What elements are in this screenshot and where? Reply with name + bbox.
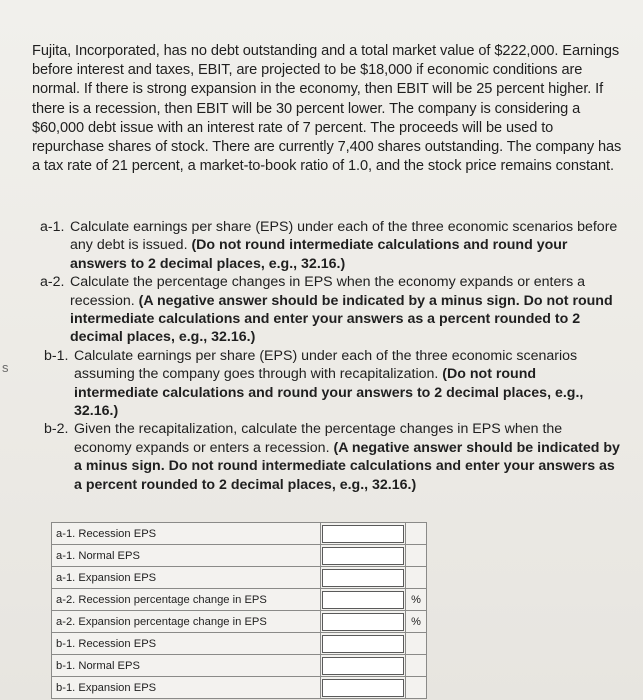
question-label: a-2. [40, 274, 65, 291]
answer-unit [406, 523, 427, 545]
question-text [70, 273, 620, 347]
answer-row [52, 677, 427, 699]
answer-label: b-1. Expansion EPS [52, 677, 315, 699]
answer-row [52, 567, 427, 589]
answer-input[interactable] [322, 525, 405, 543]
question-b1 [44, 347, 620, 421]
answer-label: a-1. Normal EPS [52, 545, 315, 567]
question-text [74, 347, 620, 421]
question-a2 [40, 273, 620, 347]
question-prompt: Given the recapitalization, calculate the percentage changes in EPS when the economy expands or enters a recession. [74, 421, 563, 456]
problem-statement: Fujita, Incorporated, has no debt outstanding and a total market value of $222,000. Earnings before interest and taxes, EBIT, are projected to be $18,000 if economic conditions are normal. If there is strong expansion in the economy, then EBIT will be 25 percent higher. If there is a recession, then EBIT will be 30 percent lower. The company is considering a $60,000 debt issue with an interest rate of 7 percent. The proceeds will be used to repurchase shares of stock. There are currently 7,400 shares outstanding. The company has a tax rate of 21 percent, a market-to-book ratio of 1.0, and the stock price remains constant. [32, 43, 622, 175]
answer-input[interactable] [322, 547, 405, 565]
question-label: b-2. [44, 421, 69, 438]
question-instruction: (Do not round intermediate calculations and round your answers to 2 decimal places, e.g., 32.16.) [70, 237, 568, 272]
answer-input[interactable] [322, 591, 405, 609]
answer-row [52, 589, 427, 611]
answer-input[interactable] [322, 679, 405, 697]
question-text [70, 218, 620, 273]
answer-row [52, 611, 427, 633]
answer-row [52, 545, 427, 567]
answer-unit [406, 545, 427, 567]
answer-label: b-1. Normal EPS [52, 655, 315, 677]
answer-unit [406, 677, 427, 699]
percent-unit: % [406, 589, 427, 611]
question-b2 [44, 420, 620, 494]
answer-label: a-1. Recession EPS [52, 523, 315, 545]
margin-mark: s [2, 360, 9, 375]
answer-unit [406, 655, 427, 677]
percent-unit: % [406, 611, 427, 633]
answer-input[interactable] [322, 635, 405, 653]
question-a1 [40, 218, 620, 273]
question-instruction: (A negative answer should be indicated by a minus sign. Do not round intermediate calculations and enter your answers as a percent rounded to 2 decimal places, e.g., 32.16.) [70, 292, 613, 346]
question-label: b-1. [44, 347, 69, 364]
answer-unit [406, 633, 427, 655]
answer-input[interactable] [322, 657, 405, 675]
answer-label: a-1. Expansion EPS [52, 567, 315, 589]
question-instruction: (A negative answer should be indicated by a minus sign. Do not round intermediate calculations and enter your answers as a percent rounded to 2 decimal places, e.g., 32.16.) [74, 439, 620, 493]
answer-table [51, 522, 427, 699]
question-prompt: Calculate the percentage changes in EPS when the economy expands or enters a recession. [70, 274, 586, 309]
question-instruction: (Do not round intermediate calculations and round your answers to 2 decimal places, e.g., 32.16.) [74, 366, 584, 420]
answer-row [52, 633, 427, 655]
answer-row [52, 523, 427, 545]
answer-label: a-2. Recession percentage change in EPS [52, 589, 315, 611]
question-label: a-1. [40, 219, 65, 235]
answer-input[interactable] [322, 613, 405, 631]
answer-input[interactable] [322, 569, 405, 587]
answer-unit [406, 567, 427, 589]
question-text [74, 420, 620, 494]
answer-label: a-2. Expansion percentage change in EPS [52, 611, 315, 633]
question-prompt: Calculate earnings per share (EPS) under each of the three economic scenarios assuming the company goes through with recapitalization. [74, 347, 578, 383]
question-list [40, 218, 620, 494]
answer-row [52, 655, 427, 677]
answer-label: b-1. Recession EPS [52, 633, 315, 655]
question-prompt: Calculate earnings per share (EPS) under each of the three economic scenarios before any debt is issued. [70, 219, 618, 254]
